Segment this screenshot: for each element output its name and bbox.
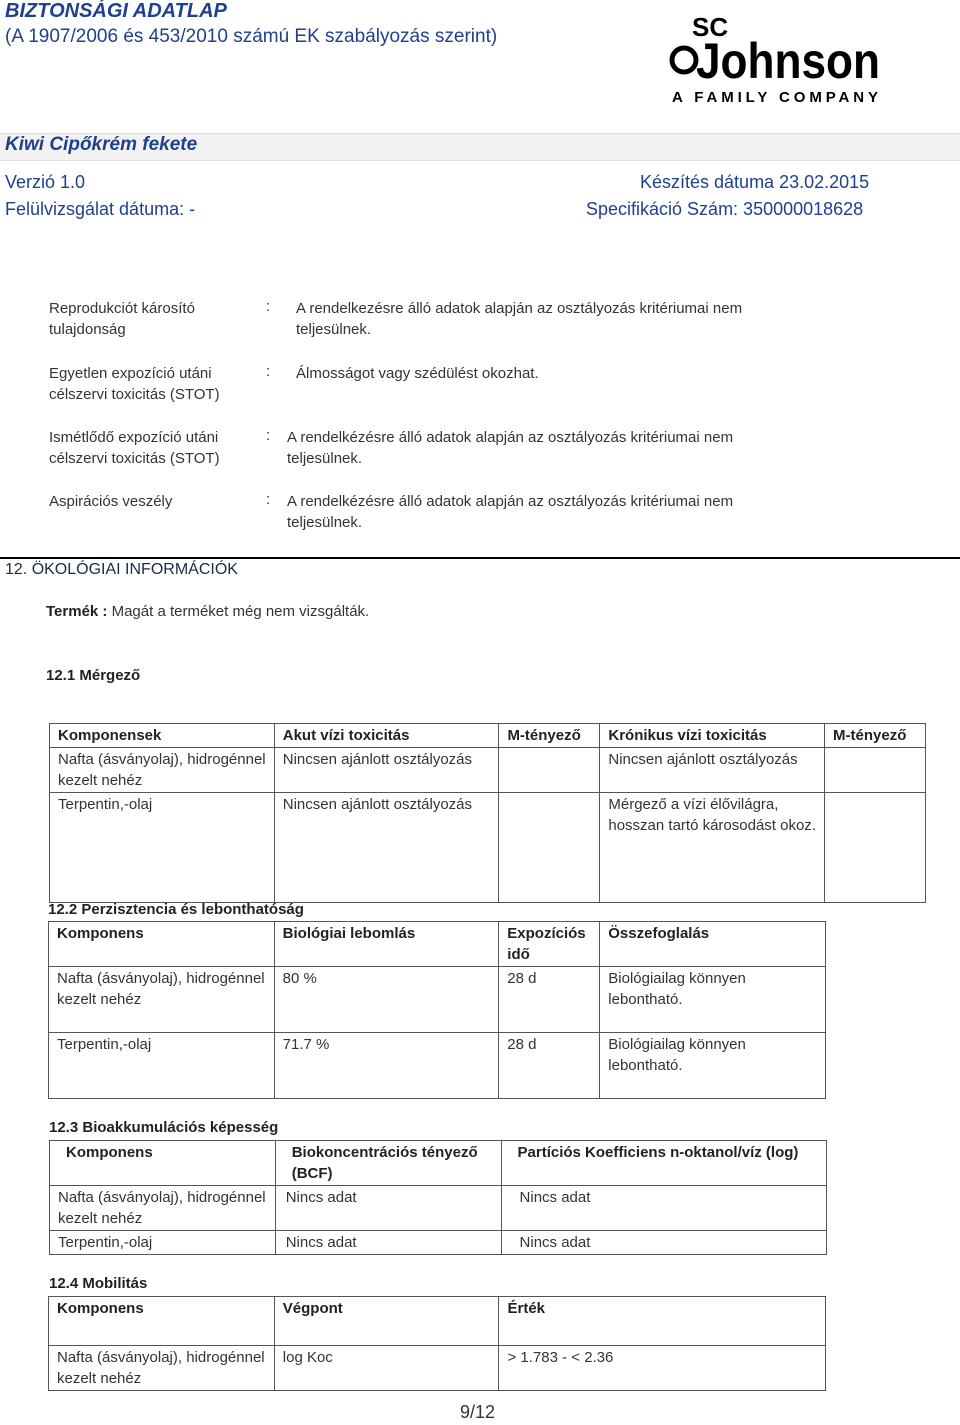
table-cell: Biológiailag könnyen lebontható. [600,1033,826,1099]
table-cell: Nincs adat [275,1231,501,1255]
product-test-label: Termék : [46,603,108,620]
tox-value-aspiration: A rendelkézésre álló adatok alapján az osztályozás kritériumai nem teljesülnek. [287,493,734,531]
table-cell: log Koc [274,1346,499,1391]
table-row [50,748,926,793]
table-cell: Nafta (ásványolaj), hidrogénnel kezelt nehéz [49,1346,275,1391]
document-subtitle: (A 1907/2006 és 453/2010 számú EK szabályozás szerint) [5,26,498,47]
table-header-cell: Krónikus vízi toxicitás [600,724,825,748]
table-row [50,1231,827,1255]
table-header-cell: Expozíciós idő [499,922,600,967]
mobility-table [48,1296,826,1391]
tox-value-stot-repeated: A rendelkézésre álló adatok alapján az osztályozás kritériumai nem teljesülnek. [287,429,734,467]
created-date: Készítés dátuma 23.02.2015 [640,172,870,192]
logo-tagline: A FAMILY COMPANY [672,89,878,106]
spec-number: Specifikáció Szám: 350000018628 [586,199,864,219]
table-row [50,793,926,903]
table-cell: > 1.783 - < 2.36 [499,1346,826,1391]
table-header-cell: M-tényező [825,724,926,748]
tox-colon: : [266,491,271,508]
table-cell [499,793,600,903]
table-cell: Nincsen ajánlott osztályozás [274,748,499,793]
table-cell [825,793,926,903]
subsection-title-12-4: 12.4 Mobilitás [49,1275,148,1292]
toxicity-table [49,723,926,903]
table-header-cell: Komponens [49,1297,275,1346]
table-cell: Biológiailag könnyen lebontható. [600,967,826,1033]
page-indicator: 9/12 [460,1402,496,1422]
table-header-cell: M-tényező [499,724,600,748]
subsection-title-12-2: 12.2 Perzisztencia és lebonthatóság [48,901,304,918]
subsection-title-12-1: 12.1 Mérgező [46,667,141,684]
table-row [50,1186,827,1231]
table-header-cell: Végpont [274,1297,499,1346]
table-header-cell: Érték [499,1297,826,1346]
tox-colon: : [266,363,271,380]
table-cell: Nincs adat [501,1231,826,1255]
table-cell: Nafta (ásványolaj), hidrogénnel kezelt nehéz [49,967,275,1033]
table-cell: 71.7 % [274,1033,499,1099]
table-cell: Nincsen ajánlott osztályozás [600,748,825,793]
tox-colon: : [266,427,271,444]
table-header-row [50,724,926,748]
section-divider [0,557,960,559]
sc-johnson-logo [668,8,882,108]
product-name: Kiwi Cipőkrém fekete [5,134,198,155]
logo-brand: Johnson [696,33,880,89]
product-test-note [46,603,369,620]
table-header-cell: Komponensek [50,724,275,748]
table-header-cell: Komponens [50,1141,276,1186]
tox-label-reproductive: Reprodukciót károsító tulajdonság [49,300,195,338]
table-cell: Mérgező a vízi élővilágra, hosszan tartó károsodást okoz. [600,793,825,903]
bioaccumulation-table [49,1140,827,1255]
logo-sc: SC [692,12,729,42]
document-title: BIZTONSÁGI ADATLAP [5,0,227,22]
table-cell: Nincsen ajánlott osztályozás [274,793,499,903]
table-cell: Nincs adat [501,1186,826,1231]
version: Verzió 1.0 [5,172,86,192]
table-header-cell: Partíciós Koefficiens n-oktanol/víz (log) [501,1141,826,1186]
tox-colon: : [266,298,271,315]
section-title: 12. ÖKOLÓGIAI INFORMÁCIÓK [5,561,238,578]
table-row [49,1346,826,1391]
table-cell: Terpentin,-olaj [50,1231,276,1255]
table-header-cell: Biológiai lebomlás [274,922,499,967]
tox-label-stot-single: Egyetlen expozíció utáni célszervi toxicitás (STOT) [49,365,220,403]
table-cell: Nafta (ásványolaj), hidrogénnel kezelt nehéz [50,1186,276,1231]
table-header-cell: Akut vízi toxicitás [274,724,499,748]
table-header-row [49,922,826,967]
table-header-cell: Biokoncentrációs tényező (BCF) [275,1141,501,1186]
persistence-table [48,921,826,1099]
subsection-title-12-3: 12.3 Bioakkumulációs képesség [49,1119,279,1136]
table-row [49,967,826,1033]
table-cell [499,748,600,793]
tox-label-aspiration: Aspirációs veszély [49,493,173,510]
table-row [49,1033,826,1099]
table-cell: Nafta (ásványolaj), hidrogénnel kezelt nehéz [50,748,275,793]
table-cell [825,748,926,793]
table-cell: Terpentin,-olaj [49,1033,275,1099]
table-cell: Nincs adat [275,1186,501,1231]
table-cell: 28 d [499,967,600,1033]
table-cell: 80 % [274,967,499,1033]
tox-value-reproductive: A rendelkezésre álló adatok alapján az osztályozás kritériumai nem teljesülnek. [296,300,743,338]
revision-date: Felülvizsgálat dátuma: - [5,199,196,219]
table-cell: Terpentin,-olaj [50,793,275,903]
tox-value-stot-single: Álmosságot vagy szédülést okozhat. [296,365,539,382]
table-header-row [50,1141,827,1186]
product-test-text: Magát a terméket még nem vizsgálták. [111,603,370,620]
tox-label-stot-repeated: Ismétlődő expozíció utáni célszervi toxicitás (STOT) [49,429,220,467]
table-cell: 28 d [499,1033,600,1099]
table-header-cell: Összefoglalás [600,922,826,967]
table-header-row [49,1297,826,1346]
table-header-cell: Komponens [49,922,275,967]
